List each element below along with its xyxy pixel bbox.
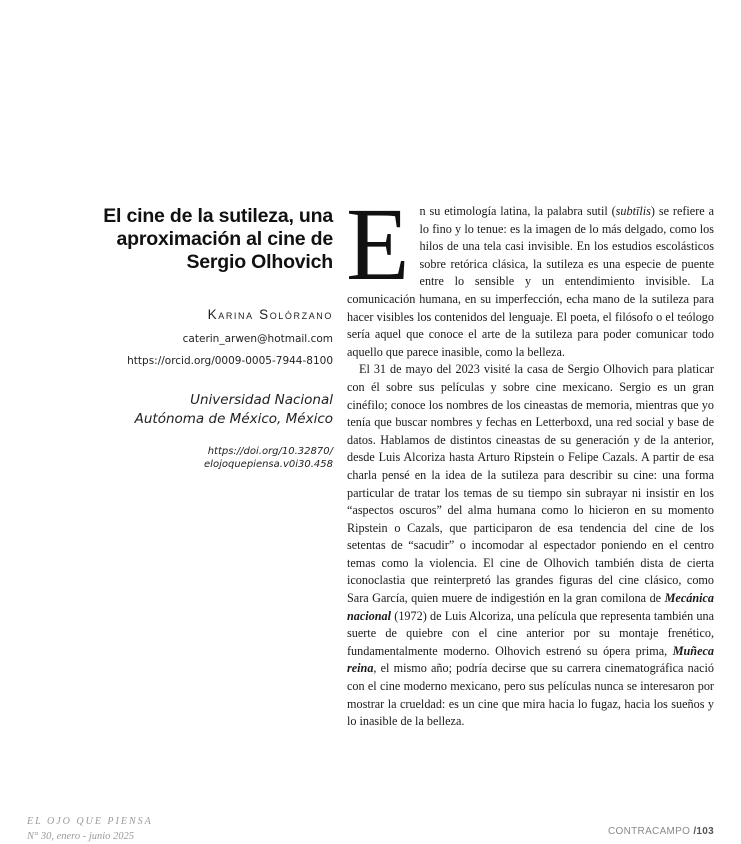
- drop-cap: E: [346, 187, 410, 302]
- doi-link[interactable]: [100, 445, 333, 471]
- paragraph-2: [347, 361, 714, 730]
- p1-text-b: ) se refiere a lo fino y lo tenue: es la imagen de lo más delgado, como los hilos de una tela casi invisible. En los estudios escolásticos sobre retórica clásica, la sutileza es una especie de puente entre lo sensible y un entendimiento invisible. La comunicación humana, en su imperfección, echa mano de la sutileza para hacer visibles los contenidos del lenguaje. El poeta, el filósofo o el teólogo sería aquel que conoce el arte de la sutileza para poder comunicar todo aquello que parece inasible, como la belleza.: [347, 204, 714, 359]
- section-name: CONTRACAMPO: [608, 826, 691, 837]
- page-number: /103: [693, 826, 714, 837]
- author-email[interactable]: caterin_arwen@hotmail.com: [182, 333, 333, 345]
- journal-footer: [27, 814, 153, 844]
- orcid-link[interactable]: https://orcid.org/0009-0005-7944-8100: [127, 355, 333, 367]
- doi-line-1[interactable]: https://doi.org/10.32870/: [207, 446, 333, 457]
- p1-latin-term: subtīlis: [615, 204, 651, 218]
- institution: [100, 391, 333, 429]
- p2-text-c: , el mismo año; podría decirse que su carrera cinematográfica nació con el cine moderno mexicano, pero sus películas nunca se interesaron por mostrar la crueldad: es un cine que mira hacia lo fugaz, hacia los sueños y lo inasible de la belleza.: [347, 661, 714, 729]
- journal-name: EL OJO QUE PIENSA: [27, 816, 153, 827]
- paragraph-1: [346, 187, 714, 361]
- page-footer: [608, 826, 714, 837]
- institution-line-1: Universidad Nacional: [190, 392, 333, 408]
- article-body: [346, 187, 714, 731]
- article-header: [100, 205, 333, 471]
- institution-line-2: Autónoma de México, México: [134, 411, 333, 427]
- doi-line-2[interactable]: elojoquepiensa.v0i30.458: [204, 459, 333, 470]
- issue-info: N° 30, enero - junio 2025: [27, 831, 135, 842]
- film-title-mecanica-nacional: Mecánica nacional: [347, 591, 714, 623]
- article-title: El cine de la sutileza, una aproximación al cine de Sergio Olhovich: [103, 205, 333, 273]
- film-title-muneca-reina: Muñeca reina: [347, 643, 714, 676]
- p2-text-a: El 31 de mayo del 2023 visité la casa de Sergio Olhovich para platicar con él sobre sus películas y sobre cine mexicano. Sergio es un gran cinéfilo; conoce los nombres de los cineastas de memoria, mientras que yo tenía que buscar nombres y fechas en Letterboxd, una red social y base de datos. Hablamos de distintos cineastas de su generación y de la anterior, desde Luis Alcoriza hasta Arturo Ripstein o Felipe Cazals. A partir de esa charla pensé en la idea de la sutileza para describir su cine: una forma particular de tratar los temas de su tiempo sin subrayar ni insistir en los “aspectos oscuros” del alma humana como lo hicieron en su momento Ripstein o Cazals, que participaron de esa tendencia del cine de los setentas de “sacudir” o incomodar al espectador poniendo en el centro temas como la violencia. El cine de Olhovich también dista de cierta iconoclastia que reinterpretó las grandes figuras del cine clásico, como Sara García, quien muere de indigestión en la gran comilona de: [347, 362, 714, 606]
- p1-text-a: n su etimología latina, la palabra sutil (: [419, 204, 616, 218]
- author-name: Karina Solórzano: [207, 307, 333, 322]
- p2-text-b: (1972) de Luis Alcoriza, una película que representa también una suerte de quiebre con el cine anterior por su montaje frenético, fundamentalmente moderno. Olhovich estrenó su ópera prima,: [347, 608, 714, 658]
